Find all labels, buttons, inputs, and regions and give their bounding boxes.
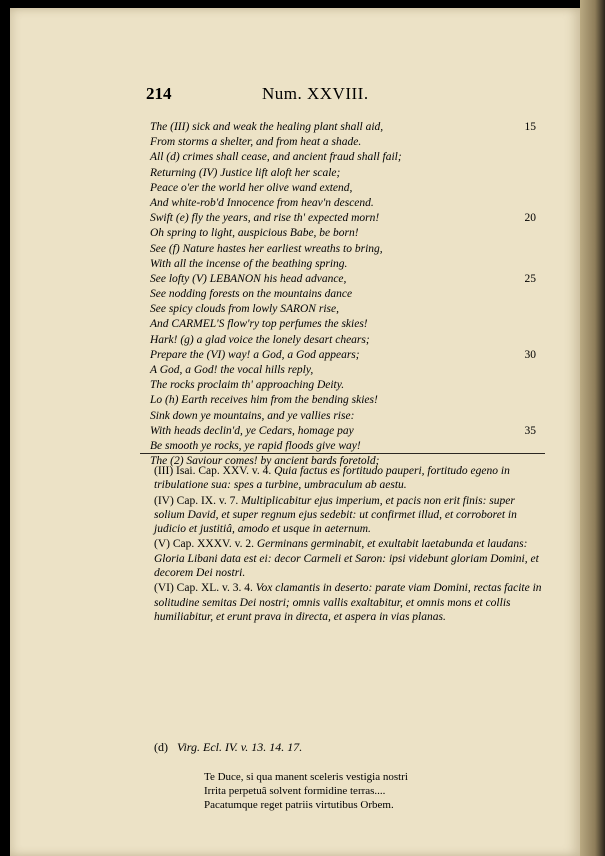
line-number: 25 xyxy=(524,272,536,285)
poem-line xyxy=(150,120,536,135)
poem-line-text: From storms a shelter, and from heat a shade. xyxy=(150,136,362,149)
adjacent-page-edge xyxy=(580,0,605,856)
poem-line-text: See spicy clouds from lowly SARON rise, xyxy=(150,303,339,316)
poem-line xyxy=(150,196,530,211)
poem-line-text: And white-rob'd Innocence from heav'n descend. xyxy=(150,196,374,209)
footnote-reference: (IV) Cap. IX. v. 7. xyxy=(154,494,239,507)
poem-line-text: Prepare the (VI) way! a God, a God appears; xyxy=(150,348,360,361)
page-header xyxy=(0,84,605,108)
poem-line xyxy=(150,257,530,272)
footnotes xyxy=(154,464,542,625)
latin-quotation xyxy=(204,770,524,812)
quote-line: Te Duce, si qua manent sceleris vestigia nostri xyxy=(204,771,408,783)
page-number: 214 xyxy=(146,84,172,103)
poem-line-text: A God, a God! the vocal hills reply, xyxy=(150,364,314,376)
poem-line xyxy=(150,135,530,150)
poem-line-text: Oh spring to light, auspicious Babe, be born! xyxy=(150,227,359,240)
virgil-reference: Virg. Ecl. IV. v. 13. 14. 17. xyxy=(177,740,303,754)
poem-line-text: Hark! (g) a glad voice the lonely desart chears; xyxy=(150,333,370,346)
poem-line xyxy=(150,424,536,439)
line-number: 30 xyxy=(524,348,536,361)
footnote-text: Quia factus es fortitudo pauperi, fortitudo egeno in tribulatione sua: spes a turbine, umbraculum ab aestu. xyxy=(154,465,510,492)
poem-line-text: See nodding forests on the mountains dance xyxy=(150,288,353,301)
running-title: Num. XXVIII. xyxy=(262,84,369,103)
poem-line xyxy=(150,272,536,287)
poem-line-text: With all the incense of the beathing spring. xyxy=(150,257,348,270)
poem-line xyxy=(150,393,530,408)
poem-line-text: The (2) Saviour comes! by ancient bards foretold; xyxy=(150,455,380,468)
line-number: 35 xyxy=(524,424,536,437)
footnote-reference: (V) Cap. XXXV. v. 2. xyxy=(154,538,254,551)
poem-line-text: With heads declin'd, ye Cedars, homage pay xyxy=(150,424,354,437)
poem-line-text: Returning (IV) Justice lift aloft her scale; xyxy=(150,166,341,179)
footnote-text: Vox clamantis in deserto: parate viam Domini, rectas facite in solitudine semitas Dei nostri; omnis vallis exaltabitur, et omnis mons et collis humiliabitur, et erunt prava in directa, et aspera in vias planas. xyxy=(154,582,542,623)
poem-line-text: The rocks proclaim th' approaching Deity. xyxy=(150,379,345,392)
footnote-rule xyxy=(140,453,545,454)
poem-line xyxy=(150,317,530,332)
poem-line-text: Swift (e) fly the years, and rise th' expected morn! xyxy=(150,212,380,225)
poem-line xyxy=(150,242,530,257)
poem-line xyxy=(150,378,530,393)
poem-line-text: All (d) crimes shall cease, and ancient fraud shall fail; xyxy=(150,151,402,164)
footnote xyxy=(154,464,542,493)
poem-line-text: Be smooth ye rocks, ye rapid floods give way! xyxy=(150,439,361,452)
poem-line xyxy=(150,348,536,363)
footnote-text: Germinans germinabit, et exultabit laetabunda et laudans: Gloria Libani data est ei: decor Carmeli et Saron: ipsi videbunt gloriam Domini, et decorem Dei nostri. xyxy=(154,538,539,580)
poem-line-text: And CARMEL'S flow'ry top perfumes the skies! xyxy=(150,318,368,331)
virgil-citation xyxy=(154,740,534,755)
poem-line-text: Lo (h) Earth receives him from the bending skies! xyxy=(150,394,378,407)
footnote-text: Multiplicabitur ejus imperium, et pacis non erit finis: super solium David, et super regnum ejus sedebit: ut confirmet illud, et corroboret in judicio et justitiâ, amodo et usque in aeternum. xyxy=(154,494,517,536)
footnote xyxy=(154,537,542,580)
footnote-reference: (VI) Cap. XL. v. 3. 4. xyxy=(154,582,253,595)
line-number: 20 xyxy=(524,212,536,225)
poem-line xyxy=(150,287,530,302)
poem-line xyxy=(150,439,530,454)
footnote-reference: (III) Isai. Cap. XXV. v. 4. xyxy=(154,465,272,477)
poem-line-text: The (III) sick and weak the healing plant shall aid, xyxy=(150,121,384,133)
poem-line xyxy=(150,302,530,317)
poem-line xyxy=(150,333,530,348)
poem-line xyxy=(150,150,530,165)
poem-line xyxy=(150,363,530,378)
poem-line-text: Sink down ye mountains, and ye vallies rise: xyxy=(150,409,355,422)
poem-line-text: Peace o'er the world her olive wand extend, xyxy=(150,181,353,194)
poem-line-text: See (f) Nature hastes her earliest wreaths to bring, xyxy=(150,242,383,255)
poem-line xyxy=(150,166,530,181)
footnote xyxy=(154,494,542,537)
poem-line xyxy=(150,211,536,226)
poem-line xyxy=(150,181,530,196)
quote-line: Irrita perpetuâ solvent formidine terras.... xyxy=(204,785,386,797)
quote-line: Pacatumque reget patriis virtutibus Orbem. xyxy=(204,799,394,811)
footnote xyxy=(154,581,542,624)
line-number: 15 xyxy=(524,121,536,133)
poem-line-text: See lofty (V) LEBANON his head advance, xyxy=(150,272,347,285)
poem-line xyxy=(150,226,530,241)
poem-line xyxy=(150,409,530,424)
virgil-label: (d) xyxy=(154,740,168,754)
poem-text xyxy=(150,120,536,469)
